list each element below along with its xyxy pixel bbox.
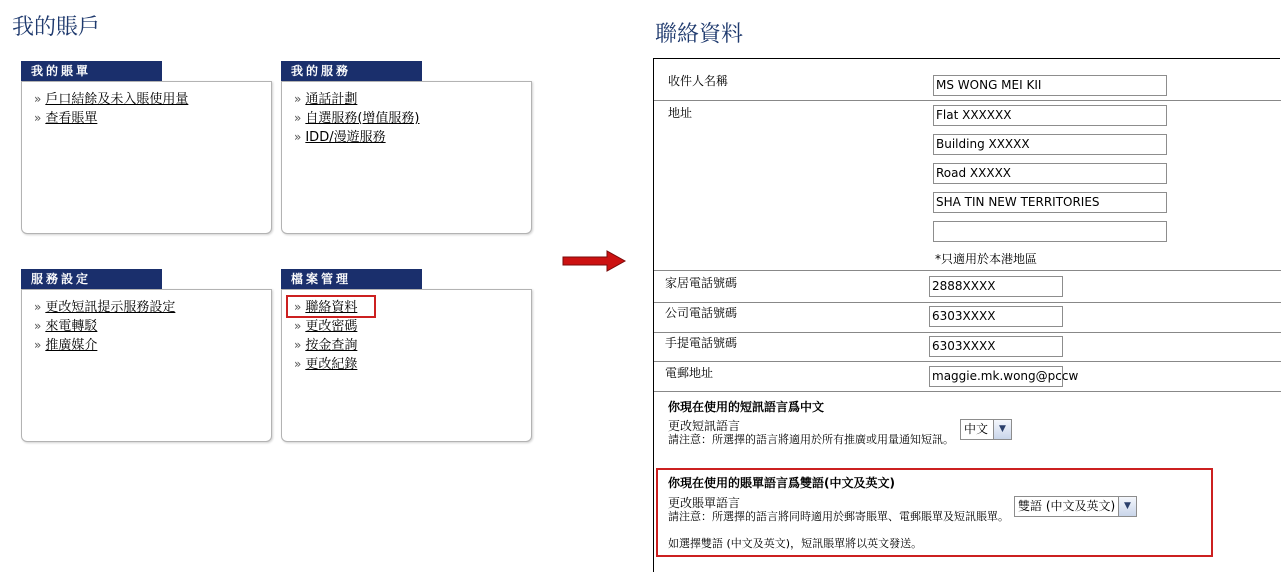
panel-service-settings — [21, 272, 272, 442]
bill-change-label: 更改賬單語言 — [668, 496, 741, 510]
recipient-label: 收件人名稱 — [668, 74, 729, 88]
bullet-icon: » — [34, 338, 42, 352]
link-deposit-enquiry[interactable]: 按金查詢 — [305, 338, 358, 353]
link-call-plan[interactable]: 通話計劃 — [305, 92, 358, 107]
list-item[interactable] — [34, 109, 271, 128]
list-item[interactable] — [34, 90, 271, 109]
email-label: 電郵地址 — [665, 366, 714, 380]
bullet-icon: » — [294, 338, 302, 352]
left-page-title: 我的賬戶 — [12, 15, 101, 40]
bullet-icon: » — [34, 319, 42, 333]
list-item[interactable] — [294, 90, 531, 109]
list-item[interactable] — [294, 109, 531, 128]
link-change-password[interactable]: 更改密碼 — [305, 319, 358, 334]
sms-language-title: 你現在使用的短訊語言爲中文 — [668, 400, 825, 414]
email-field[interactable]: maggie.mk.wong@pccw — [929, 366, 1063, 387]
sms-change-label: 更改短訊語言 — [668, 419, 741, 433]
address-line-3-field[interactable]: Road XXXXX — [933, 163, 1167, 184]
chevron-down-icon[interactable]: ▼ — [1118, 497, 1136, 516]
bill-language-select[interactable] — [1014, 496, 1137, 517]
list-item[interactable] — [294, 317, 531, 336]
sms-language-selected: 中文 — [964, 422, 989, 436]
link-optional-services[interactable]: 自選服務(增值服務) — [305, 111, 420, 126]
bullet-icon: » — [294, 357, 302, 371]
bill-note: 請注意：所選擇的語言將同時適用於郵寄賬單、電郵賬單及短訊賬單。 — [668, 510, 1009, 523]
bullet-icon: » — [294, 111, 302, 125]
panel-tab-my-bills: 我的賬單 — [21, 61, 162, 81]
panel-my-bills — [21, 64, 272, 234]
link-view-bill[interactable]: 查看賬單 — [45, 111, 98, 126]
address-line-4-field[interactable]: SHA TIN NEW TERRITORIES — [933, 192, 1167, 213]
bullet-icon: » — [34, 92, 42, 106]
bill-language-title: 你現在使用的賬單語言爲雙語(中文及英文) — [668, 476, 895, 490]
panel-tab-my-services: 我的服務 — [281, 61, 422, 81]
office-phone-field[interactable]: 6303XXXX — [929, 306, 1063, 327]
right-page-title: 聯絡資料 — [655, 22, 744, 47]
link-change-log[interactable]: 更改紀錄 — [305, 357, 358, 372]
bullet-icon: » — [294, 300, 302, 314]
home-phone-field[interactable]: 2888XXXX — [929, 276, 1063, 297]
bill-footnote: 如選擇雙語 (中文及英文)，短訊賬單將以英文發送。 — [668, 537, 923, 550]
address-line-1-field[interactable]: Flat XXXXXX — [933, 105, 1167, 126]
bullet-icon: » — [34, 111, 42, 125]
list-item[interactable] — [34, 317, 271, 336]
bullet-icon: » — [294, 319, 302, 333]
arrow-right-icon — [563, 251, 625, 271]
chevron-down-icon[interactable]: ▼ — [993, 420, 1011, 439]
list-item[interactable] — [294, 355, 531, 374]
link-sms-alert-settings[interactable]: 更改短訊提示服務設定 — [45, 300, 176, 315]
office-phone-label: 公司電話號碼 — [665, 306, 738, 320]
list-item[interactable] — [34, 336, 271, 355]
link-call-forwarding[interactable]: 來電轉駁 — [45, 319, 98, 334]
link-promo-media[interactable]: 推廣媒介 — [45, 338, 98, 353]
address-line-5-field[interactable] — [933, 221, 1167, 242]
link-contact-info[interactable]: 聯絡資料 — [305, 300, 358, 315]
address-line-2-field[interactable]: Building XXXXX — [933, 134, 1167, 155]
bullet-icon: » — [34, 300, 42, 314]
mobile-label: 手提電話號碼 — [665, 336, 738, 350]
panel-tab-service-settings: 服務設定 — [21, 269, 162, 289]
home-phone-label: 家居電話號碼 — [665, 276, 738, 290]
link-balance-usage[interactable]: 戶口結餘及未入賬使用量 — [45, 92, 189, 107]
address-note: *只適用於本港地區 — [935, 252, 1038, 266]
highlight-contact-info — [286, 295, 376, 318]
address-label: 地址 — [668, 106, 693, 120]
list-item[interactable] — [294, 336, 531, 355]
sms-note: 請注意：所選擇的語言將適用於所有推廣或用量通知短訊。 — [668, 433, 954, 446]
list-item[interactable] — [34, 298, 271, 317]
sms-language-select[interactable] — [960, 419, 1012, 440]
link-idd-roaming[interactable]: IDD/漫遊服務 — [305, 130, 386, 145]
panel-my-services — [281, 64, 532, 234]
bullet-icon: » — [294, 130, 302, 144]
mobile-field[interactable]: 6303XXXX — [929, 336, 1063, 357]
list-item[interactable] — [294, 128, 531, 147]
recipient-field[interactable]: MS WONG MEI KII — [933, 75, 1167, 96]
bullet-icon: » — [294, 92, 302, 106]
panel-tab-profile-management: 檔案管理 — [281, 269, 422, 289]
bill-language-selected: 雙語 (中文及英文) — [1018, 499, 1116, 513]
